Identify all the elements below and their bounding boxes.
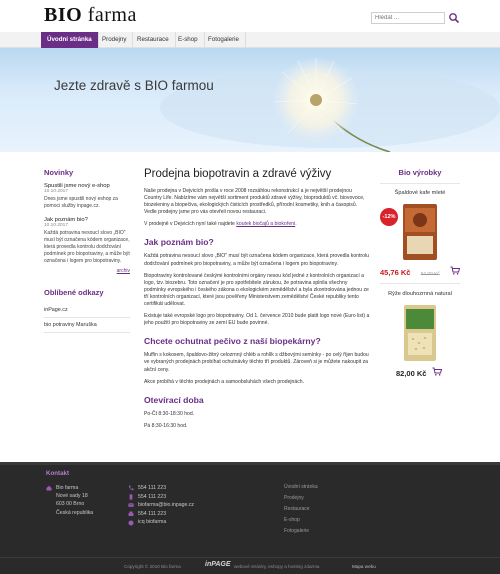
coffee-package-image [395, 202, 445, 262]
bio-paragraph-1: Každá potravina nesoucí slovo „BIO" musí být označena kódem organizace, která provedla kontrolu dodržování podmínek pro biopotraviny, a může být označena i logem pro biopotraviny. [144, 253, 369, 267]
contact-heading: Kontakt [46, 470, 70, 477]
footer-link-restaurants[interactable]: Restaurace [284, 506, 310, 512]
footer-link-eshop[interactable]: E-shop [284, 517, 300, 523]
icq-icon [128, 520, 134, 526]
logo-part-bio: BIO [44, 4, 83, 26]
bio-paragraph-2: Biopotraviny kontrolované českými kontrolními orgány nesou kód jedné z kontrolních organizací a logo, tzv. biozebru. Toto označení je pro spotřebitele zárukou, že potravina splnila všechny podmínky evropského i českého zákona o ekologickém zemědělství a byla zkontrolována jednou ze tří kontrolních organizací, které jsou pověřeny Ministerstvem zemědělství České republiky tento certifikát udělovat. [144, 272, 369, 308]
section-heading-bio: Jak poznám bio? [144, 237, 214, 248]
contact-list [128, 484, 194, 527]
favorite-link[interactable]: bio potraviny Maruška [44, 318, 130, 333]
site-logo[interactable] [44, 4, 137, 27]
nav-item-gallery[interactable]: Fotogalerie [202, 32, 246, 48]
address-line [46, 484, 93, 492]
nav-item-eshop[interactable]: E-shop [172, 32, 205, 48]
copyright: Copyright © 2010 Bio farma [124, 564, 181, 569]
phone-icon [128, 485, 134, 491]
footer-link-gallery[interactable]: Fotogalerie [284, 528, 310, 534]
left-sidebar [44, 168, 130, 333]
icq[interactable]: icq biofarma [138, 519, 167, 526]
price-row [380, 266, 460, 277]
contact-row [128, 501, 194, 510]
nav-item-restaurants[interactable]: Restaurace [131, 32, 176, 48]
news-item-title[interactable]: Spustili jsme nový e-shop [44, 183, 110, 189]
city: 603 00 Brno [56, 501, 85, 508]
product-name[interactable]: Špaldové kafe mleté [394, 190, 446, 196]
fax-icon [128, 511, 134, 517]
search-input[interactable] [371, 12, 445, 24]
nav-item-home[interactable]: Úvodní stránka [41, 32, 99, 48]
phone[interactable]: 554 111 223 [138, 485, 167, 491]
mobile-icon [128, 494, 134, 500]
mobile[interactable]: 554 111 223 [138, 493, 167, 500]
product-card[interactable] [380, 283, 460, 378]
dandelion-image [0, 48, 500, 152]
product-image-wrap[interactable] [380, 303, 460, 363]
contact-row [128, 484, 194, 493]
footer-links [284, 482, 318, 537]
ipage-tagline[interactable]: webové stránky, eshopy a hosting zdarma [234, 564, 320, 569]
news-item-date: 10.10.2017 [44, 189, 69, 194]
product-old-price: 52,00 Kč [420, 272, 440, 277]
contact-row [128, 518, 194, 527]
discount-badge: -12% [380, 208, 398, 226]
cart-icon[interactable] [450, 266, 460, 275]
contact-row [128, 510, 194, 519]
footer-link-stores[interactable]: Prodejny [284, 495, 304, 501]
pastry-paragraph-2: Akce probíhá v těchto prodejnách a samoobsluhách všech prodejnách. [144, 378, 304, 385]
section-heading-hours: Otevírací doba [144, 394, 204, 405]
products-heading: Bio výrobky [380, 168, 460, 184]
intro-paragraph: Naše prodejna v Dejvicích prošla v roce 2008 rozsáhlou rekonstrukcí a je největší prodejnou Country Life. Nabízíme vám největší sortiment produktů zdravé výživy, bioproduktů vč. biovovoce, biozeleniny a biopečiva, ekologických čisticích prostředků, přírodní kosmetiky, knih a časopisů. Vedle prodejny jsme pro vás otevřeli novou restauraci. [144, 188, 365, 216]
intro2-suffix: . [295, 221, 297, 228]
main-content [144, 168, 370, 435]
product-image-wrap[interactable] [380, 202, 460, 262]
hero-title: Jezte zdravě s BIO farmou [54, 78, 214, 93]
tea-corner-link[interactable]: koutek biočajů a biokořeni [236, 221, 296, 228]
address-block [46, 484, 93, 517]
search-icon[interactable] [448, 12, 460, 24]
news-item-text: Dnes jsme spustili nový eshop za pomoci služby inpage.cz. [44, 196, 118, 209]
intro2-prefix: V prodejně v Dejvicích nyní také najdete [144, 221, 237, 228]
pastry-paragraph-1: Muffin s kokosem, špaldovo-žitný celozrnný chléb a rohlík s džbovými semínky - po celý říjen budou ve vybraných prodejnách probíhat ochutnávky těchto tří produktů. Zároveň si je můžete nakoupit za akční ceny. [144, 352, 369, 373]
fax[interactable]: 554 111 223 [138, 510, 167, 517]
section-heading-pastry: Chcete ochutnat pečivo z naší biopekárny? [144, 336, 321, 347]
street: Nové sady 18 [56, 493, 88, 500]
page-title: Prodejna biopotravin a zdravé výživy [144, 168, 332, 180]
cart-icon[interactable] [432, 367, 442, 376]
footer-link-home[interactable]: Úvodní stránka [284, 484, 318, 490]
product-price: 45,76 Kč [380, 268, 411, 277]
main-nav [0, 32, 500, 48]
favorite-link[interactable]: inPage.cz [44, 303, 130, 318]
price-row [396, 367, 460, 378]
hours-line-2: Pá 8:30-16:30 hod. [144, 422, 188, 429]
email[interactable]: biofarma@bio.inpage.cz [138, 502, 195, 509]
company-name: Bio farma [56, 485, 79, 491]
rice-package-image [395, 303, 445, 363]
news-archive-link[interactable]: archiv [116, 268, 130, 274]
news-item-date: 10.10.2017 [44, 223, 69, 228]
contact-row [128, 493, 194, 502]
intro-paragraph-2 [144, 221, 370, 228]
hours-line-1: Po-Čt 8:30-18:30 hod. [144, 410, 195, 417]
header [0, 0, 500, 32]
logo-part-farma: farma [87, 4, 137, 26]
right-sidebar [380, 168, 460, 384]
news-item-text: Každá potravina nesoucí slovo „BIO" musí být označena kódem organizace, která provedla kontrolu dodržování podmínek pro biopotraviny, a může být označena i logem pro biopotraviny. [44, 230, 130, 264]
bio-paragraph-3: Existuje také evropské logo pro biopotraviny. Od 1. července 2010 bude platit logo nové (Euro list) a jeho použití pro biopotraviny ze zemí EU bude povinné. [144, 313, 370, 327]
email-icon [128, 502, 134, 508]
product-name[interactable]: Rýže dlouhozrnná natural [388, 291, 452, 297]
hero-banner [0, 48, 500, 152]
sitemap-link[interactable]: Mapa webu [352, 564, 376, 569]
links-heading: Oblíbené odkazy [44, 288, 104, 297]
news-heading: Novinky [44, 168, 74, 177]
news-item [44, 217, 130, 265]
country: Česká republika [56, 509, 94, 516]
product-price: 82,00 Kč [396, 369, 427, 378]
home-icon [46, 485, 52, 491]
nav-item-stores[interactable]: Prodejny [96, 32, 133, 48]
ipage-logo[interactable]: inPAGE [205, 561, 231, 568]
news-item [44, 183, 130, 210]
footer [0, 462, 500, 574]
footer-bottom-bar [0, 557, 500, 574]
news-item-title[interactable]: Jak poznám bio? [44, 217, 88, 223]
product-card[interactable] [380, 190, 460, 277]
